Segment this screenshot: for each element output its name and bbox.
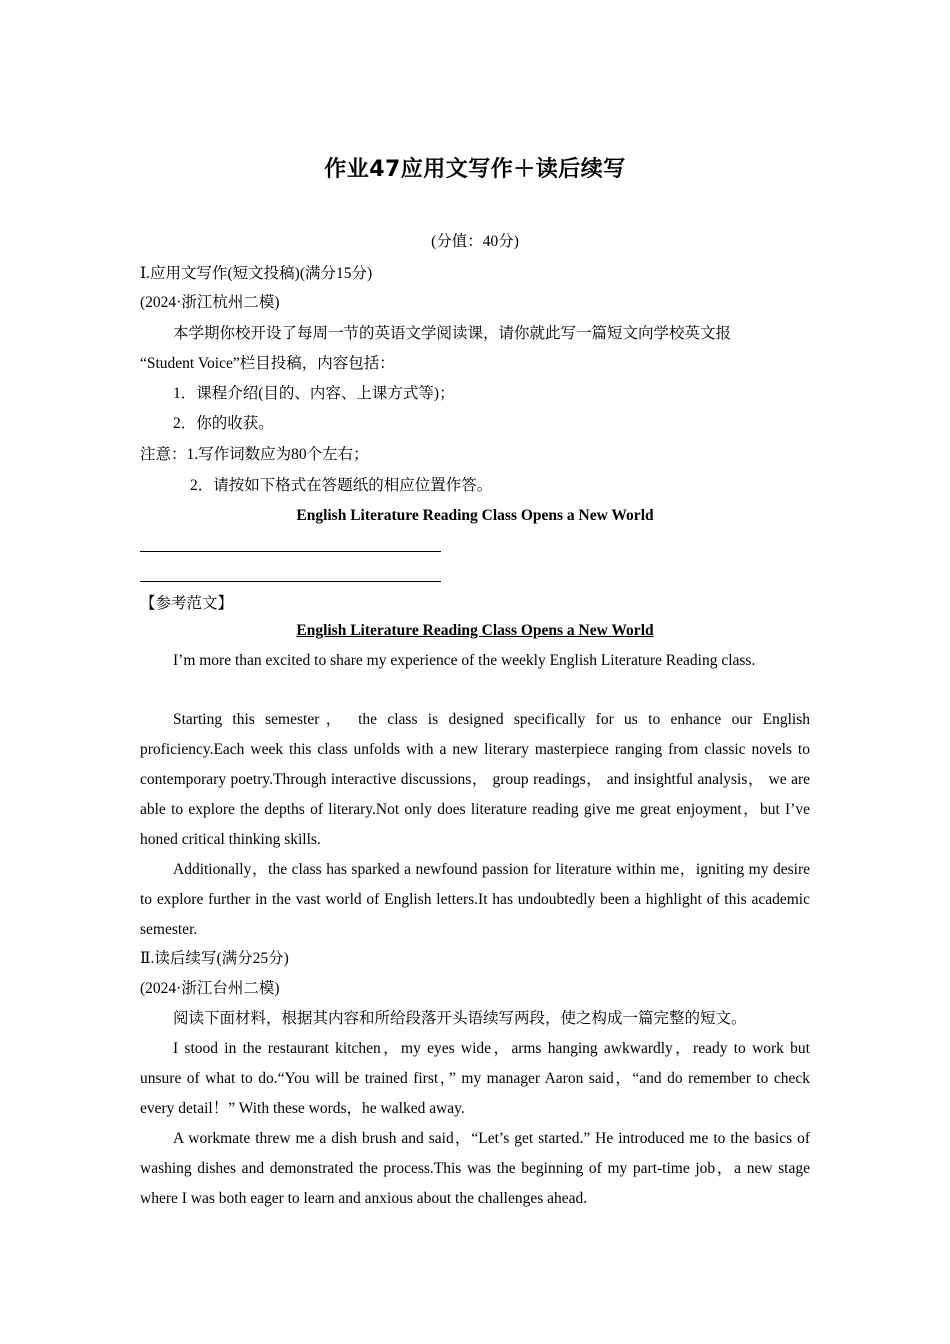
section1-prompt-line1: 本学期你校开设了每周一节的英语文学阅读课，请你就此写一篇短文向学校英文报 [173, 325, 732, 342]
section2-heading-bold: 读后续写 [154, 949, 217, 967]
section2-source: (2024·浙江台州二模) [140, 980, 280, 997]
section2-number: Ⅱ. [140, 950, 155, 967]
section1-note-1: 注意：1.写作词数应为80个左右； [140, 446, 369, 463]
section1-heading-rest: (短文投稿)(满分15分) [227, 265, 373, 282]
reference-paragraph-2: Starting this semester， the class is designed specifically for us to enhance our English proficiency.Each week this class unfolds with a new literary masterpiece ranging from classic novels to contemporary poetry.Through interactive discussions， group readings， and insightful analysis， we are able to explore the depths of literary.Not only does literature reading give me great enjoyment，but I’ve honed critical thinking skills. [140, 711, 810, 848]
section1-source: (2024·浙江杭州二模) [140, 294, 280, 311]
essay-title: English Literature Reading Class Opens a New World [296, 507, 654, 524]
answer-line-1 [140, 551, 441, 552]
section1-heading [140, 262, 810, 285]
section1-number: Ⅰ. [140, 265, 150, 282]
answer-line-2 [140, 581, 441, 582]
story-paragraph-2: A workmate threw me a dish brush and said，“Let’s get started.” He introduced me to the basics of washing dishes and demonstrated the process.This was the beginning of my part-time job，a new stage where I was both eager to learn and anxious about the challenges ahead. [140, 1130, 810, 1207]
story-paragraph-1: I stood in the restaurant kitchen，my eyes wide，arms hanging awkwardly，ready to work but unsure of what to do.“You will be trained first，” my manager Aaron said，“and do remember to check every detail！” With these words，he walked away. [140, 1040, 810, 1117]
section1-item-1: 1．课程介绍(目的、内容、上课方式等)； [173, 385, 455, 402]
page-title: 作业47应用文写作＋读后续写 [324, 157, 626, 182]
reference-label: 【参考范文】 [140, 594, 234, 612]
section1-prompt-line2: “Student Voice”栏目投稿，内容包括： [140, 355, 395, 372]
section2-heading-rest: (满分25分) [216, 950, 289, 967]
section1-item-2: 2．你的收获。 [173, 415, 274, 432]
reference-title: English Literature Reading Class Opens a New World [296, 622, 654, 639]
section1-note-2: 2．请按如下格式在答题纸的相应位置作答。 [190, 477, 493, 494]
section2-heading [140, 947, 810, 970]
reference-paragraph-3: Additionally，the class has sparked a newfound passion for literature within me，igniting my desire to explore further in the vast world of English letters.It has undoubtedly been a highlight of this academic semester. [140, 861, 810, 938]
score-total: (分值：40分) [431, 233, 519, 250]
reference-paragraph-1: I’m more than excited to share my experience of the weekly English Literature Reading class. [173, 652, 756, 669]
section1-heading-bold: 应用文写作 [150, 264, 228, 282]
section2-instruction: 阅读下面材料，根据其内容和所给段落开头语续写两段，使之构成一篇完整的短文。 [173, 1010, 747, 1027]
